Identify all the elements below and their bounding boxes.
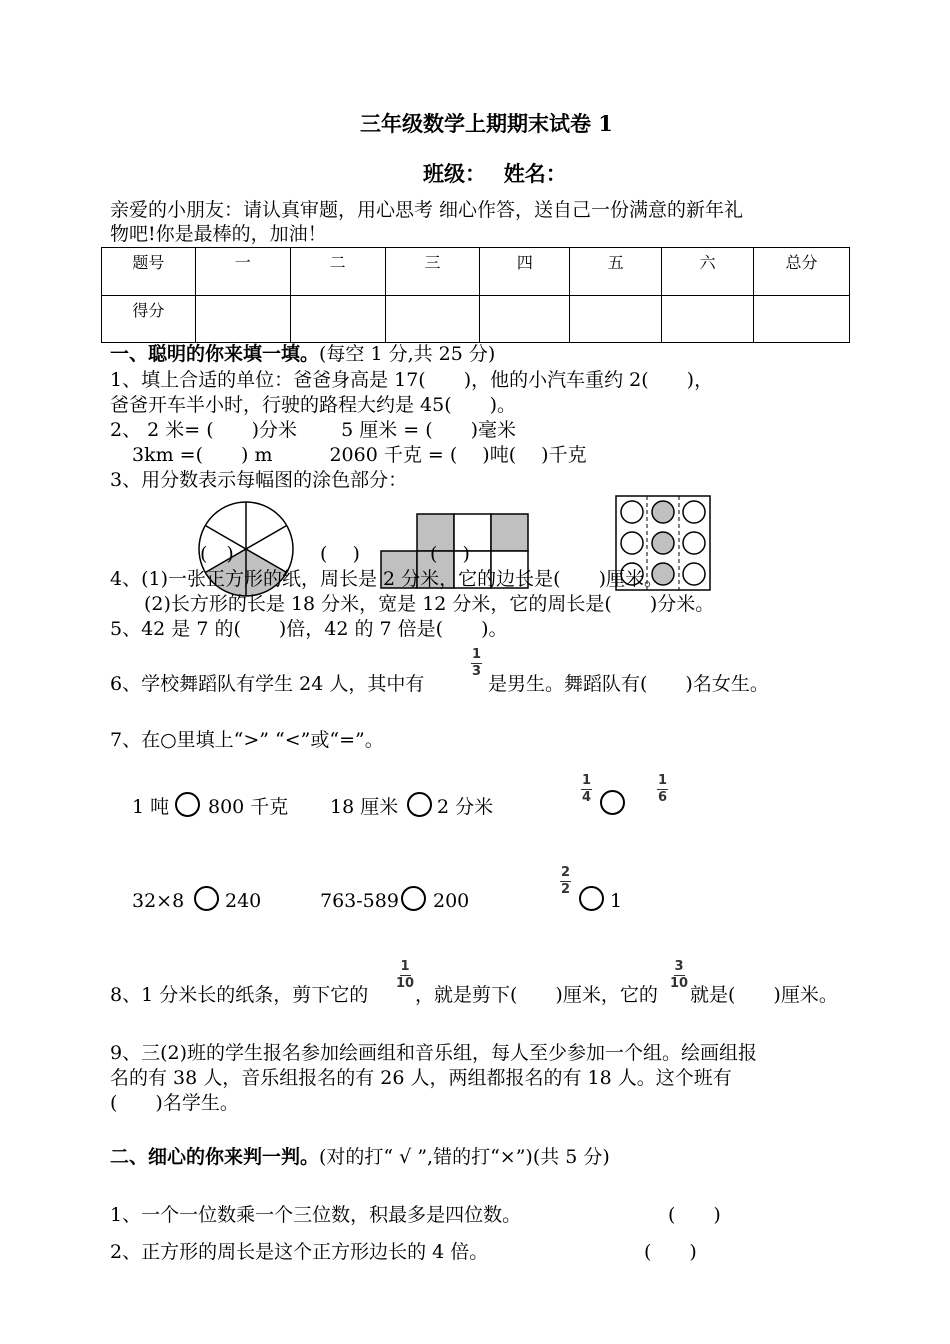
dot xyxy=(683,501,705,523)
fraction-numerator: 1 xyxy=(657,773,668,788)
fraction-denominator: 6 xyxy=(657,790,668,805)
score-table-header: 题号 xyxy=(102,248,196,296)
fraction-numerator: 2 xyxy=(560,865,571,880)
q8-fraction-2 xyxy=(670,960,688,990)
fraction-numerator: 3 xyxy=(674,959,684,974)
score-table-score-row xyxy=(102,295,850,343)
q7-d-left: 32×8 xyxy=(132,890,185,912)
q2-line-2: 3km =( ) m 2060 千克 = ( )吨( )千克 xyxy=(132,444,587,466)
page-title: 三年级数学上期期末试卷 1 xyxy=(360,111,613,136)
q8-fraction-1 xyxy=(396,960,414,990)
fraction-numerator: 1 xyxy=(400,959,410,974)
block-cell-shaded xyxy=(491,514,528,551)
q7-b-left: 18 厘米 xyxy=(330,796,399,818)
fraction-denominator: 4 xyxy=(581,790,592,805)
compare-circle[interactable] xyxy=(175,792,200,817)
section2-header xyxy=(110,1147,610,1169)
q4-line-1: 4、(1)一张正方形的纸，周长是 2 分米，它的边长是( )厘米。 xyxy=(110,568,663,590)
q9-line-3: ( )名学生。 xyxy=(110,1092,239,1114)
compare-circle[interactable] xyxy=(401,886,426,911)
q3-blank-2[interactable]: ( ) xyxy=(320,543,360,565)
section1-header xyxy=(110,344,495,366)
q7-c-left-fraction xyxy=(581,774,592,804)
intro-line-1: 亲爱的小朋友：请认真审题，用心思考 细心作答，送自己一份满意的新年礼 xyxy=(110,199,744,221)
fraction-numerator: 1 xyxy=(471,647,482,662)
q7-c-right-fraction xyxy=(657,774,668,804)
dot xyxy=(683,532,705,554)
q7-text: 7、在○里填上“>” “<”或“=”。 xyxy=(110,729,384,751)
dot xyxy=(621,501,643,523)
section1-note: (每空 1 分,共 25 分) xyxy=(319,343,496,365)
dot-shaded xyxy=(652,501,674,523)
section2-heading: 二、细心的你来判一判。 xyxy=(110,1146,320,1168)
judge-q2-text: 2、正方形的周长是这个正方形边长的 4 倍。 xyxy=(110,1241,489,1263)
fraction-denominator: 2 xyxy=(560,882,571,897)
q3-blank-1[interactable]: ( ) xyxy=(200,543,234,565)
compare-circle[interactable] xyxy=(600,790,625,815)
q7-e-right: 200 xyxy=(433,890,470,912)
compare-circle[interactable] xyxy=(579,886,604,911)
q7-f-left-fraction xyxy=(560,866,571,896)
score-cell[interactable] xyxy=(195,295,290,343)
q7-e-left: 763-589 xyxy=(320,890,399,912)
q2-line-1: 2、 2 米= ( )分米 5 厘米 = ( )毫米 xyxy=(110,419,517,441)
score-table-header: 二 xyxy=(290,248,385,296)
judge-q1-text: 1、一个一位数乘一个三位数，积最多是四位数。 xyxy=(110,1204,522,1226)
score-cell[interactable] xyxy=(385,295,480,343)
q1-line-2: 爸爸开车半小时，行驶的路程大约是 45( )。 xyxy=(110,394,517,416)
q6-fraction xyxy=(471,648,482,678)
score-table-header-row xyxy=(102,248,850,296)
q6-text-a: 6、学校舞蹈队有学生 24 人，其中有 xyxy=(110,673,425,695)
q7-f-right: 1 xyxy=(610,890,623,912)
dot xyxy=(683,563,705,585)
score-table-header: 四 xyxy=(480,248,570,296)
fraction-denominator: 3 xyxy=(471,664,482,679)
score-table-header: 三 xyxy=(385,248,480,296)
q8-text-c: 就是( )厘米。 xyxy=(690,984,838,1006)
section2-note: (对的打“ √ ”,错的打“×”)(共 5 分) xyxy=(319,1146,610,1168)
score-cell[interactable] xyxy=(662,295,754,343)
q9-line-1: 9、三(2)班的学生报名参加绘画组和音乐组，每人至少参加一个组。绘画组报 xyxy=(110,1042,758,1064)
q7-a-right: 800 千克 xyxy=(208,796,289,818)
q8-text-a: 8、1 分米长的纸条，剪下它的 xyxy=(110,984,369,1006)
score-cell[interactable] xyxy=(480,295,570,343)
fraction-numerator: 1 xyxy=(581,773,592,788)
score-table xyxy=(101,247,850,343)
score-row-label: 得分 xyxy=(102,295,196,343)
score-cell[interactable] xyxy=(290,295,385,343)
q3-text: 3、用分数表示每幅图的涂色部分： xyxy=(110,469,408,491)
judge-q2-blank[interactable]: ( ) xyxy=(644,1241,697,1263)
page-subtitle: 班级： 姓名： xyxy=(423,161,567,186)
compare-circle[interactable] xyxy=(194,886,219,911)
q7-d-right: 240 xyxy=(225,890,262,912)
compare-circle[interactable] xyxy=(407,792,432,817)
dot-shaded xyxy=(652,532,674,554)
q7-b-right: 2 分米 xyxy=(437,796,494,818)
judge-q1-blank[interactable]: ( ) xyxy=(668,1204,721,1226)
q1-line-1: 1、填上合适的单位：爸爸身高是 17( )，他的小汽车重约 2( )， xyxy=(110,369,714,391)
score-table-header: 总分 xyxy=(754,248,850,296)
score-cell[interactable] xyxy=(570,295,662,343)
fraction-denominator: 10 xyxy=(396,976,415,991)
q9-line-2: 名的有 38 人，音乐组报名的有 26 人，两组都报名的有 18 人。这个班有 xyxy=(110,1067,732,1089)
q8-text-b: ，就是剪下( )厘米，它的 xyxy=(415,984,658,1006)
fraction-denominator: 10 xyxy=(670,976,689,991)
intro-line-2: 物吧!你是最棒的，加油！ xyxy=(110,223,327,245)
q7-a-left: 1 吨 xyxy=(132,796,170,818)
score-table-header: 一 xyxy=(195,248,290,296)
score-table-header: 五 xyxy=(570,248,662,296)
section1-heading: 一、聪明的你来填一填。 xyxy=(110,343,320,365)
q4-line-2: (2)长方形的长是 18 分米，宽是 12 分米，它的周长是( )分米。 xyxy=(144,593,715,615)
q6-text-b: 是男生。舞蹈队有( )名女生。 xyxy=(488,673,769,695)
score-table-header: 六 xyxy=(662,248,754,296)
score-cell[interactable] xyxy=(754,295,850,343)
dot xyxy=(621,532,643,554)
q5-text: 5、42 是 7 的( )倍，42 的 7 倍是( )。 xyxy=(110,618,508,640)
q3-blank-3[interactable]: ( ) xyxy=(430,543,470,565)
